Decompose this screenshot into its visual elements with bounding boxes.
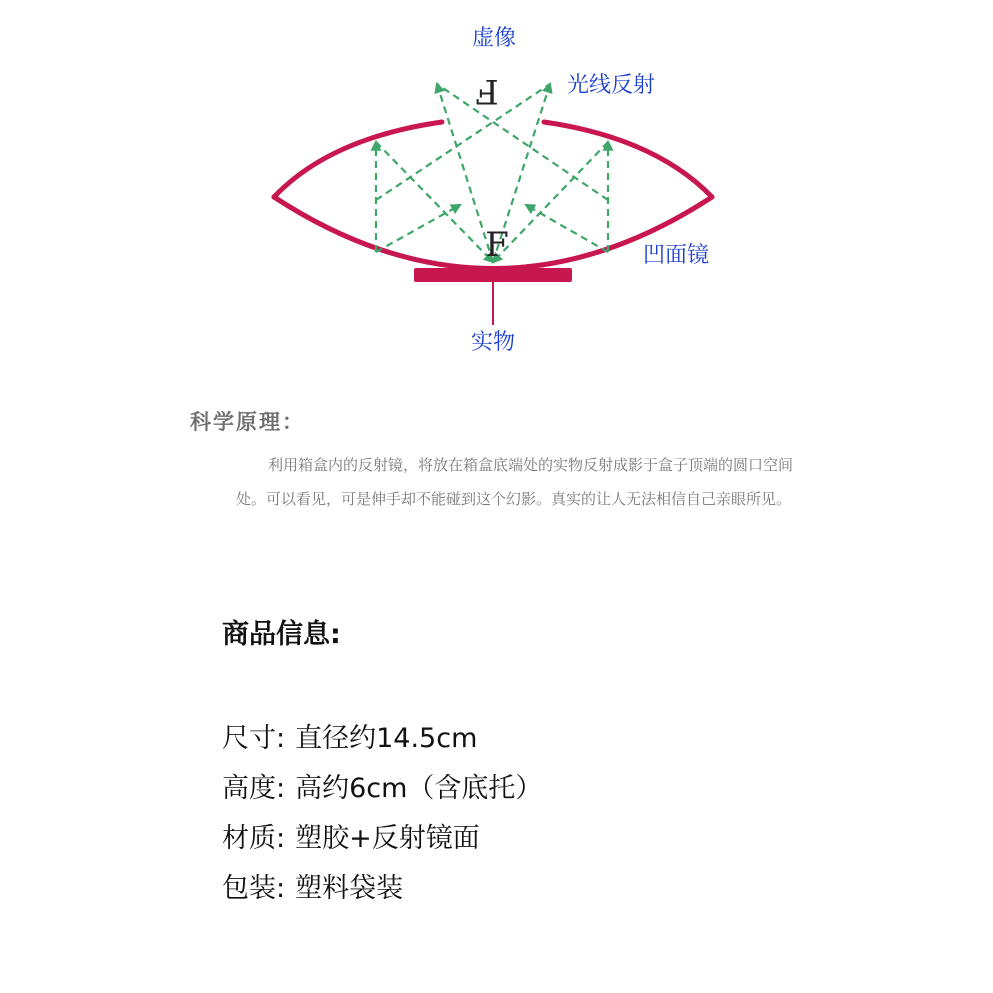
science-principle-text: 利用箱盒内的反射镜，将放在箱盒底端处的实物反射成影于盒子顶端的圆口空间处。可以看见，可是伸手却不能碰到这个幻影。真实的让人无法相信自己亲眼所见。 [236,456,794,508]
spec-height [222,766,542,805]
concave-mirror-diagram [0,0,993,380]
spec-material [222,816,480,855]
spec-material-label: 材质: [222,823,286,854]
concave-mirror-label: 凹面镜 [643,243,710,268]
upper-left-mirror [274,122,442,197]
upper-right-mirror [544,122,712,197]
real-object-label: 实物 [471,330,516,355]
spec-size-value: 直径约14.5cm [295,723,478,754]
spec-height-value: 高约6cm（含底托） [295,773,543,804]
light-reflection-label: 光线反射 [567,73,656,98]
spec-packaging-value: 塑料袋装 [295,873,404,904]
ray-right-lower-a [526,205,608,252]
virtual-image-label: 虚像 [472,26,517,51]
ray-right-upper-cross [493,142,608,262]
ray-right-to-left-cross [437,84,608,200]
spec-height-label: 高度: [222,773,286,804]
virtual-image-focal-label: F [475,71,499,111]
mirror-base [414,268,572,282]
ray-left-lower-a [376,205,460,252]
real-object-focal-label: F [485,225,509,265]
spec-packaging-label: 包装: [222,873,286,904]
spec-size [222,716,477,755]
spec-size-label: 尺寸: [222,723,286,754]
science-principle-title: 科学原理： [190,410,305,434]
product-info-title: 商品信息: [222,619,341,650]
spec-packaging [222,866,403,905]
ray-left-upper-cross [376,142,493,262]
spec-material-value: 塑胶+反射镜面 [295,823,480,854]
